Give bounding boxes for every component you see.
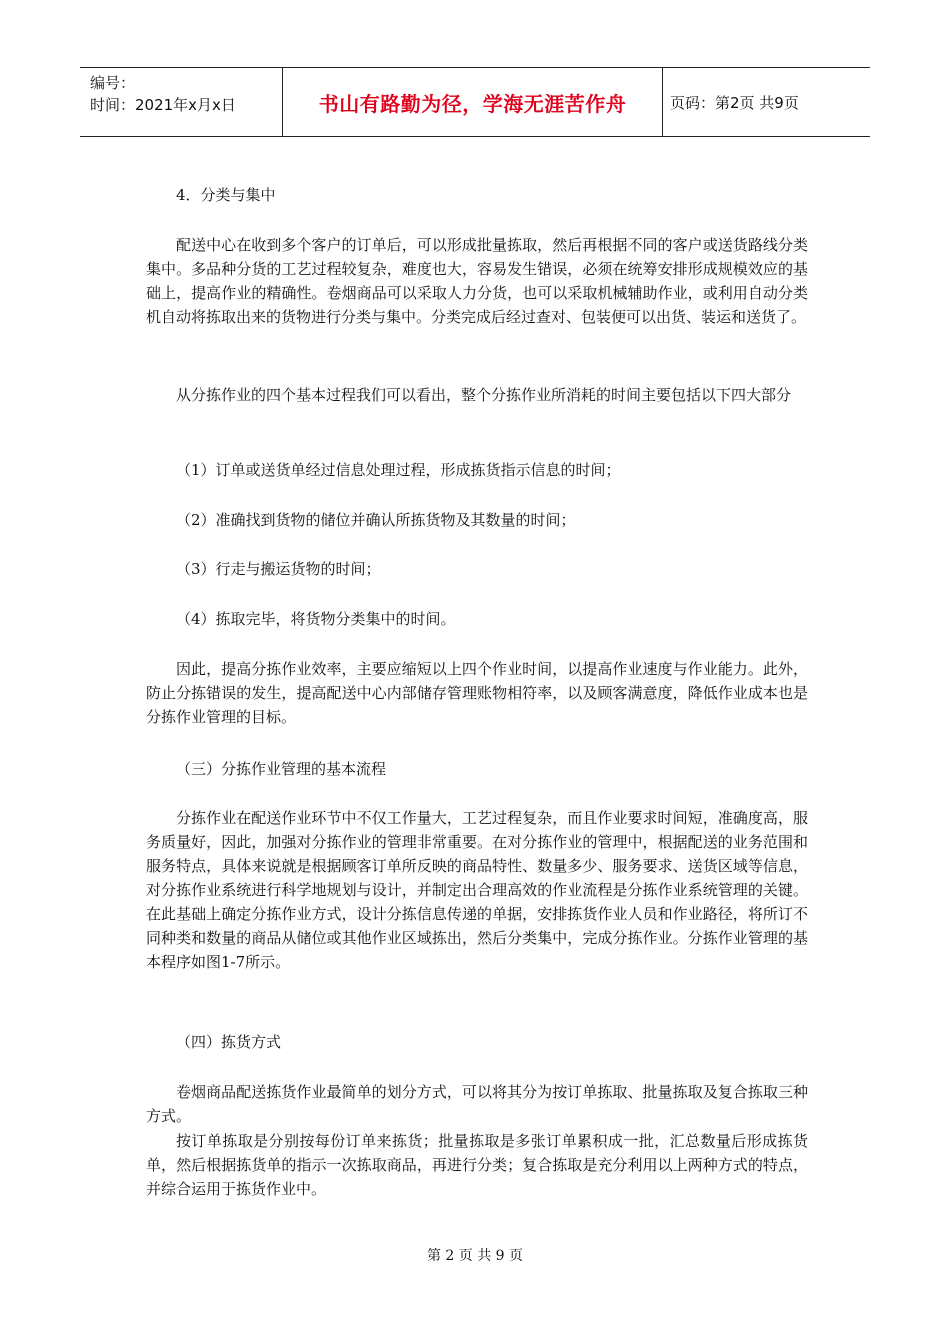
document-time-label: 时间：2021年x月x日 — [90, 96, 236, 114]
section-heading: （四）拣货方式 — [176, 1033, 282, 1051]
paragraph: 卷烟商品配送拣货作业最简单的划分方式，可以将其分为按订单拣取、批量拣取及复合拣取三种方式。 — [146, 1083, 808, 1125]
section-heading: （三）分拣作业管理的基本流程 — [176, 760, 387, 778]
paragraph: 配送中心在收到多个客户的订单后，可以形成批量拣取，然后再根据不同的客户或送货路线分类集中。多品种分货的工艺过程较复杂，难度也大，容易发生错误，必须在统筹安排形成规模效应的基础上，提高作业的精确性。卷烟商品可以采取人力分货，也可以采取机械辅助作业，或利用自动分类机自动将拣取出来的货物进行分类与集中。分类完成后经过查对、包装便可以出货、装运和送货了。 — [146, 236, 808, 326]
paragraph: 从分拣作业的四个基本过程我们可以看出，整个分拣作业所消耗的时间主要包括以下四大部分 — [176, 386, 792, 404]
document-number-label: 编号： — [90, 74, 136, 92]
header-page-info: 页码：第2页 共9页 — [670, 93, 799, 112]
paragraph: 分拣作业在配送作业环节中不仅工作量大，工艺过程复杂，而且作业要求时间短，准确度高，服务质量好，因此，加强对分拣作业的管理非常重要。在对分拣作业的管理中，根据配送的业务范围和服务特点，具体来说就是根据顾客订单所反映的商品特性、数量多少、服务要求、送货区域等信息，对分拣作业系统进行科学地规划与设计，并制定出合理高效的作业流程是分拣作业系统管理的关键。在此基础上确定分拣作业方式，设计分拣信息传递的单据，安排拣货作业人员和作业路径，将所订不同种类和数量的商品从储位或其他作业区域拣出，然后分类集中，完成分拣作业。分拣作业管理的基本程序如图1-7所示。 — [146, 809, 808, 971]
list-item: （4）拣取完毕，将货物分类集中的时间。 — [176, 610, 456, 628]
list-item: （1）订单或送货单经过信息处理过程，形成拣货指示信息的时间； — [176, 461, 621, 479]
paragraph: 因此，提高分拣作业效率，主要应缩短以上四个作业时间，以提高作业速度与作业能力。此外，防止分拣错误的发生，提高配送中心内部储存管理账物相符率，以及顾客满意度，降低作业成本也是分拣作业管理的目标。 — [146, 660, 808, 726]
header-meta — [80, 68, 282, 136]
paragraph: 按订单拣取是分别按每份订单来拣货；批量拣取是多张订单累积成一批，汇总数量后形成拣货单，然后根据拣货单的指示一次拣取商品，再进行分类；复合拣取是充分利用以上两种方式的特点，并综合运用于拣货作业中。 — [146, 1132, 808, 1198]
list-item: （2）准确找到货物的储位并确认所拣货物及其数量的时间； — [176, 511, 576, 529]
page-header — [80, 67, 870, 137]
page-footer: 第 2 页 共 9 页 — [426, 1248, 524, 1264]
header-motto-cell — [282, 68, 663, 136]
header-motto: 书山有路勤为径，学海无涯苦作舟 — [318, 91, 627, 116]
list-item: （3）行走与搬运货物的时间； — [176, 560, 381, 578]
section-heading: 4．分类与集中 — [176, 186, 276, 204]
